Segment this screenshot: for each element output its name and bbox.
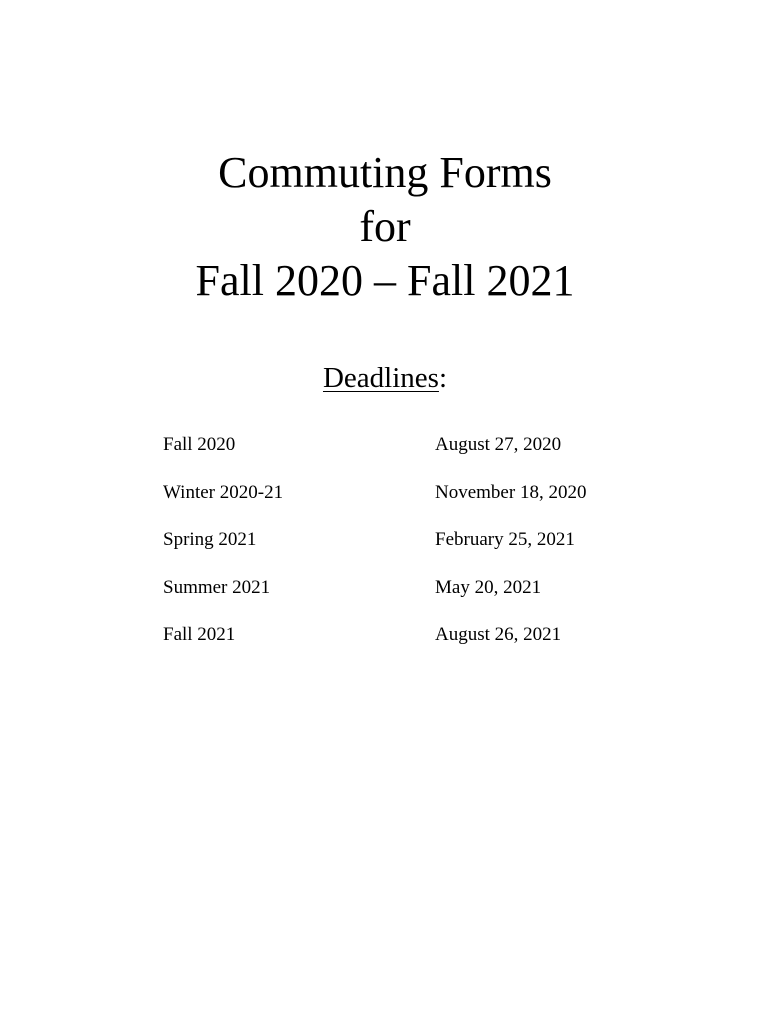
deadline-row bbox=[0, 575, 770, 623]
deadline-row bbox=[0, 432, 770, 480]
deadline-term: Summer 2021 bbox=[163, 576, 271, 598]
deadline-date: May 20, 2021 bbox=[435, 576, 542, 598]
deadline-date: November 18, 2020 bbox=[435, 481, 587, 503]
deadline-date: February 25, 2021 bbox=[435, 529, 575, 550]
deadlines-heading-colon: : bbox=[438, 362, 448, 394]
title-line-2: for bbox=[359, 202, 411, 251]
deadline-term: Fall 2020 bbox=[163, 434, 236, 455]
title-line-3: Fall 2020 – Fall 2021 bbox=[195, 256, 575, 305]
deadline-term: Winter 2020-21 bbox=[163, 481, 284, 503]
deadline-schedule bbox=[0, 432, 770, 670]
deadline-row bbox=[0, 527, 770, 575]
title-line-1: Commuting Forms bbox=[218, 148, 552, 197]
deadline-date: August 26, 2021 bbox=[435, 624, 562, 645]
deadlines-heading-word: Deadlines bbox=[322, 362, 439, 394]
deadline-date: August 27, 2020 bbox=[435, 434, 562, 455]
deadline-term: Spring 2021 bbox=[163, 529, 257, 550]
deadlines-heading bbox=[0, 360, 770, 396]
document-title bbox=[0, 146, 770, 308]
deadline-row bbox=[0, 480, 770, 528]
deadline-term: Fall 2021 bbox=[163, 624, 236, 645]
deadline-row bbox=[0, 622, 770, 670]
